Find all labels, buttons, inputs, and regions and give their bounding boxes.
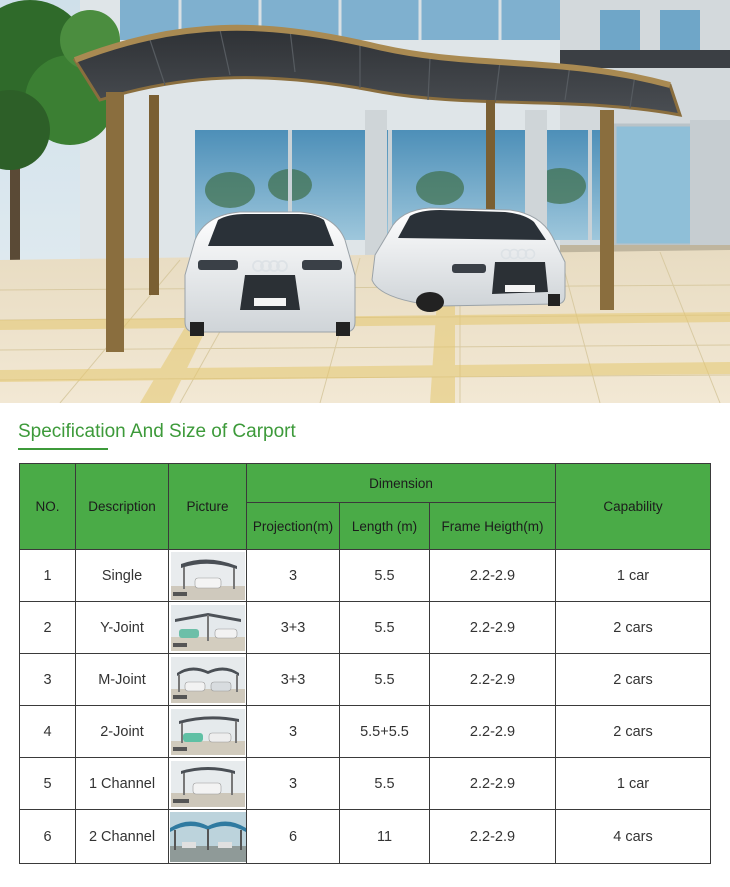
two-joint-carport-thumbnail [171, 709, 245, 755]
table-header-row [20, 464, 711, 503]
cell-description: Y-Joint [76, 602, 169, 654]
cell-capability: 4 cars [556, 810, 711, 864]
table-row [20, 810, 711, 864]
cell-frame-height: 2.2-2.9 [430, 706, 556, 758]
cell-description: Single [76, 550, 169, 602]
table-row [20, 706, 711, 758]
cell-length: 5.5 [340, 758, 430, 810]
header-length: Length (m) [340, 503, 430, 550]
table-row [20, 550, 711, 602]
y-joint-carport-thumbnail [171, 605, 245, 651]
cell-frame-height: 2.2-2.9 [430, 758, 556, 810]
header-projection: Projection(m) [247, 503, 340, 550]
cell-projection: 6 [247, 810, 340, 864]
section-title: Specification And Size of Carport [18, 421, 296, 442]
cell-frame-height: 2.2-2.9 [430, 602, 556, 654]
cell-projection: 3+3 [247, 602, 340, 654]
cell-length: 5.5 [340, 654, 430, 706]
cell-no: 2 [20, 602, 76, 654]
cell-no: 1 [20, 550, 76, 602]
cell-projection: 3 [247, 550, 340, 602]
header-description: Description [76, 464, 169, 550]
header-no: NO. [20, 464, 76, 550]
cell-no: 6 [20, 810, 76, 864]
cell-length: 5.5 [340, 550, 430, 602]
cell-capability: 1 car [556, 550, 711, 602]
header-picture: Picture [169, 464, 247, 550]
cell-picture [169, 758, 247, 810]
table-row [20, 758, 711, 810]
cell-capability: 1 car [556, 758, 711, 810]
cell-description: 2-Joint [76, 706, 169, 758]
cell-capability: 2 cars [556, 706, 711, 758]
cell-capability: 2 cars [556, 654, 711, 706]
cell-picture [169, 550, 247, 602]
header-dimension: Dimension [247, 464, 556, 503]
cell-description: 2 Channel [76, 810, 169, 864]
header-frame-height: Frame Heigth(m) [430, 503, 556, 550]
cell-frame-height: 2.2-2.9 [430, 550, 556, 602]
cell-picture [169, 810, 247, 864]
cell-projection: 3 [247, 706, 340, 758]
cell-picture [169, 654, 247, 706]
cell-no: 3 [20, 654, 76, 706]
cell-frame-height: 2.2-2.9 [430, 810, 556, 864]
cell-no: 4 [20, 706, 76, 758]
cell-length: 5.5+5.5 [340, 706, 430, 758]
m-joint-carport-thumbnail [171, 657, 245, 703]
cell-projection: 3 [247, 758, 340, 810]
cell-frame-height: 2.2-2.9 [430, 654, 556, 706]
cell-no: 5 [20, 758, 76, 810]
cell-description: M-Joint [76, 654, 169, 706]
table-row [20, 654, 711, 706]
header-capability: Capability [556, 464, 711, 550]
spec-table [19, 463, 711, 864]
title-underline [18, 448, 108, 450]
cell-length: 11 [340, 810, 430, 864]
one-channel-carport-thumbnail [171, 761, 245, 807]
single-carport-thumbnail [171, 552, 245, 600]
cell-capability: 2 cars [556, 602, 711, 654]
cell-projection: 3+3 [247, 654, 340, 706]
table-row [20, 602, 711, 654]
cell-picture [169, 706, 247, 758]
cell-description: 1 Channel [76, 758, 169, 810]
cell-length: 5.5 [340, 602, 430, 654]
two-channel-carport-thumbnail [170, 812, 246, 862]
carport-hero-image [0, 0, 730, 403]
cell-picture [169, 602, 247, 654]
